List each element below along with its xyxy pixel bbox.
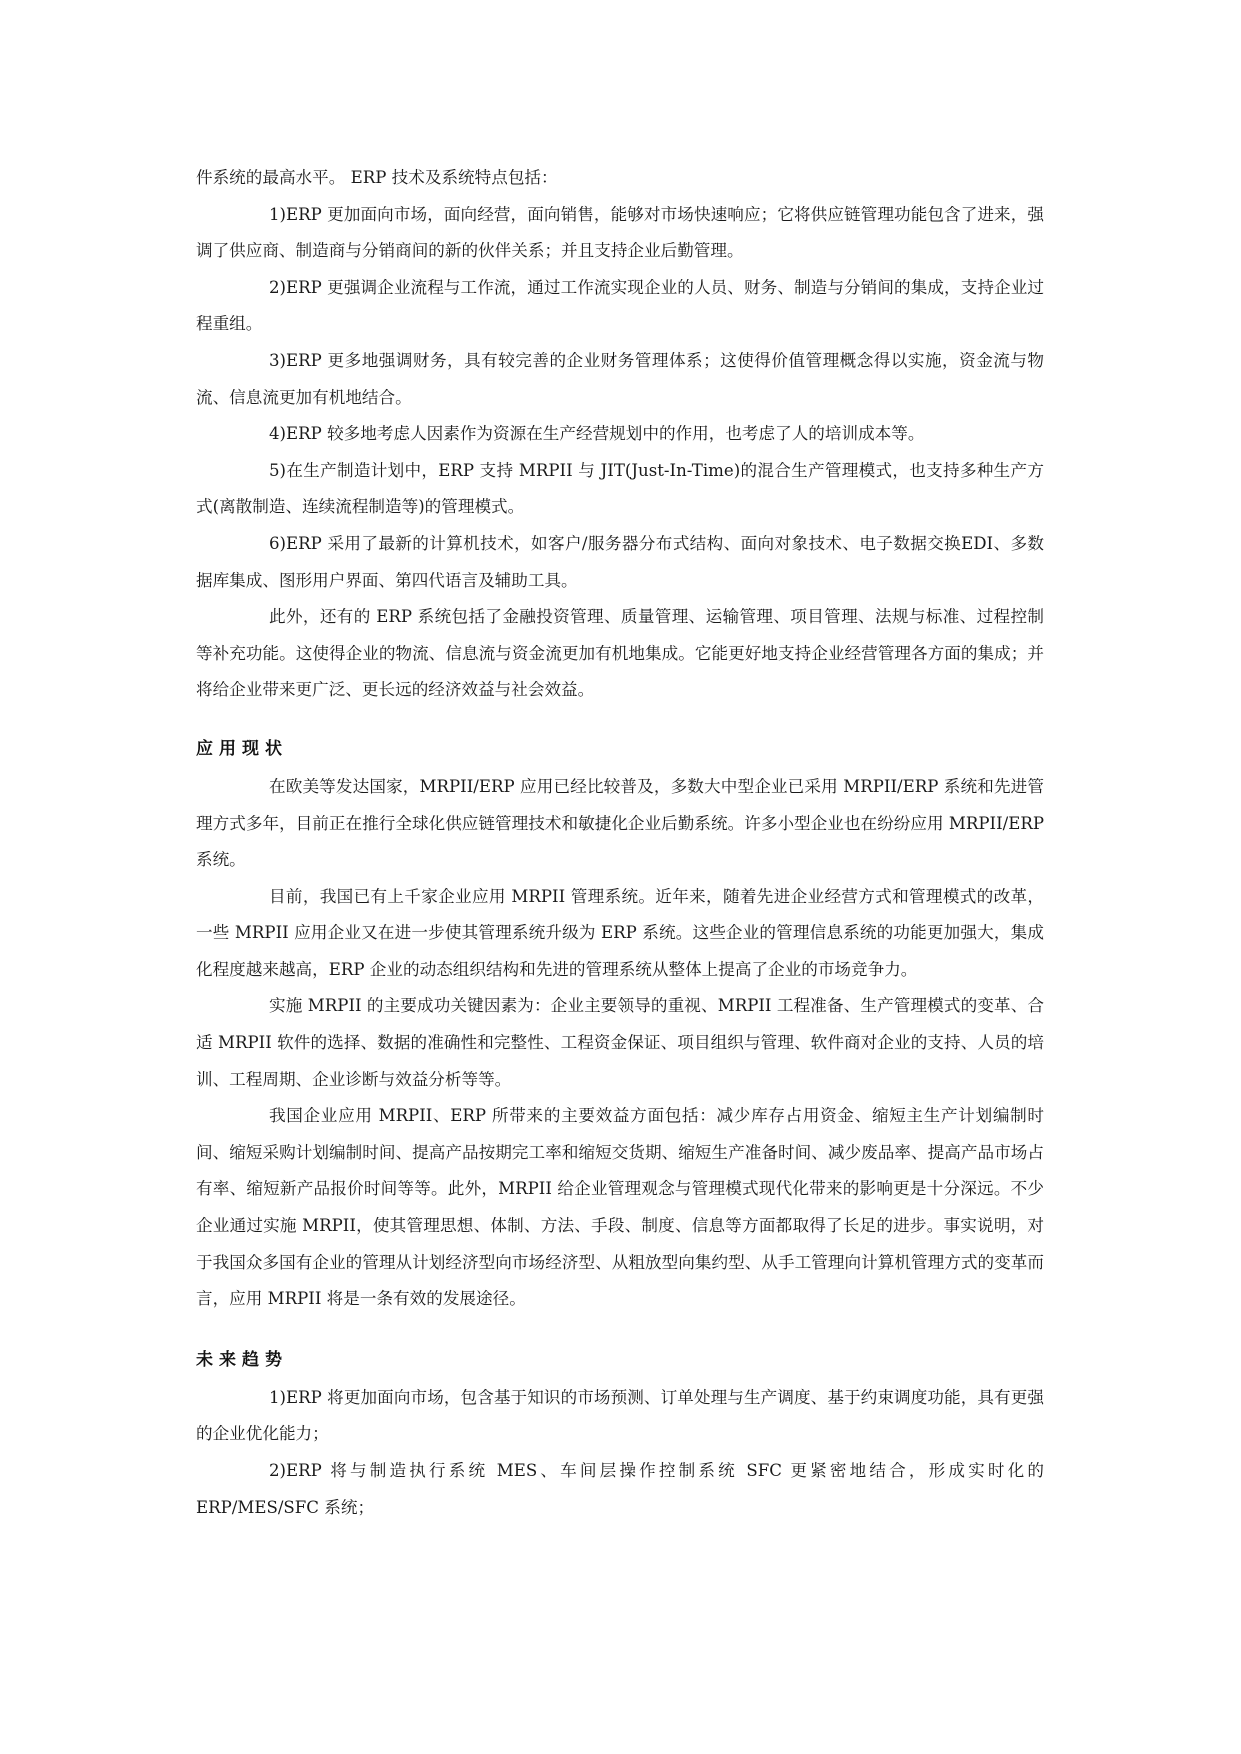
intro-paragraph: 件系统的最高水平。 ERP 技术及系统特点包括：: [196, 168, 558, 187]
trends-paragraph: 1)ERP 将更加面向市场，包含基于知识的市场预测、订单处理与生产调度、基于约束调度功能，具有更强的企业优化能力；: [196, 1387, 1044, 1444]
feature-paragraph: 1)ERP 更加面向市场，面向经营，面向销售，能够对市场快速响应；它将供应链管理功能包含了进来，强调了供应商、制造商与分销商间的新的伙伴关系；并且支持企业后勤管理。: [196, 204, 1044, 261]
section-heading-status: 应用现状: [196, 738, 288, 759]
feature-paragraph: 6)ERP 采用了最新的计算机技术，如客户/服务器分布式结构、面向对象技术、电子数据交换EDI、多数据库集成、图形用户界面、第四代语言及辅助工具。: [196, 533, 1044, 590]
status-paragraph: 我国企业应用 MRPII、ERP 所带来的主要效益方面包括：减少库存占用资金、缩短主生产计划编制时间、缩短采购计划编制时间、提高产品按期完工率和缩短交货期、缩短生产准备时间、减少废品率、提高产品市场占有率、缩短新产品报价时间等等。此外，MRPII 给企业管理观念与管理模式现代化带来的影响更是十分深远。不少企业通过实施 MRPII，使其管理思想、体制、方法、手段、制度、信息等方面都取得了长足的进步。事实说明，对于我国众多国有企业的管理从计划经济型向市场经济型、从粗放型向集约型、从手工管理向计算机管理方式的变革而言，应用 MRPII 将是一条有效的发展途径。: [196, 1106, 1044, 1309]
feature-paragraph: 5)在生产制造计划中，ERP 支持 MRPII 与 JIT(Just-In-Time)的混合生产管理模式，也支持多种生产方式(离散制造、连续流程制造等)的管理模式。: [196, 460, 1044, 517]
document-body: [196, 160, 1044, 1526]
feature-paragraph: 3)ERP 更多地强调财务，具有较完善的企业财务管理体系；这使得价值管理概念得以实施，资金流与物流、信息流更加有机地结合。: [196, 350, 1044, 407]
status-paragraph: 实施 MRPII 的主要成功关键因素为：企业主要领导的重视、MRPII 工程准备、生产管理模式的变革、合适 MRPII 软件的选择、数据的准确性和完整性、工程资金保证、项目组织与管理、软件商对企业的支持、人员的培训、工程周期、企业诊断与效益分析等等。: [196, 996, 1044, 1089]
feature-paragraph: 2)ERP 更强调企业流程与工作流，通过工作流实现企业的人员、财务、制造与分销间的集成，支持企业过程重组。: [196, 277, 1044, 334]
status-paragraph: 在欧美等发达国家，MRPII/ERP 应用已经比较普及，多数大中型企业已采用 MRPII/ERP 系统和先进管理方式多年，目前正在推行全球化供应链管理技术和敏捷化企业后勤系统。许多小型企业也在纷纷应用 MRPII/ERP 系统。: [196, 776, 1044, 870]
feature-paragraph: 4)ERP 较多地考虑人因素作为资源在生产经营规划中的作用，也考虑了人的培训成本等。: [269, 424, 925, 444]
feature-paragraph: 此外，还有的 ERP 系统包括了金融投资管理、质量管理、运输管理、项目管理、法规与标准、过程控制等补充功能。这使得企业的物流、信息流与资金流更加有机地集成。它能更好地支持企业经营管理各方面的集成；并将给企业带来更广泛、更长远的经济效益与社会效益。: [196, 607, 1044, 700]
status-paragraph: 目前，我国已有上千家企业应用 MRPII 管理系统。近年来，随着先进企业经营方式和管理模式的改革，一些 MRPII 应用企业又在进一步使其管理系统升级为 ERP 系统。这些企业的管理信息系统的功能更加强大，集成化程度越来越高，ERP 企业的动态组织结构和先进的管理系统从整体上提高了企业的市场竞争力。: [196, 886, 1044, 979]
section-heading-trends: 未来趋势: [196, 1349, 288, 1370]
trends-paragraph: 2)ERP 将与制造执行系统 MES、车间层操作控制系统 SFC 更紧密地结合，形成实时化的 ERP/MES/SFC 系统；: [196, 1461, 1044, 1517]
